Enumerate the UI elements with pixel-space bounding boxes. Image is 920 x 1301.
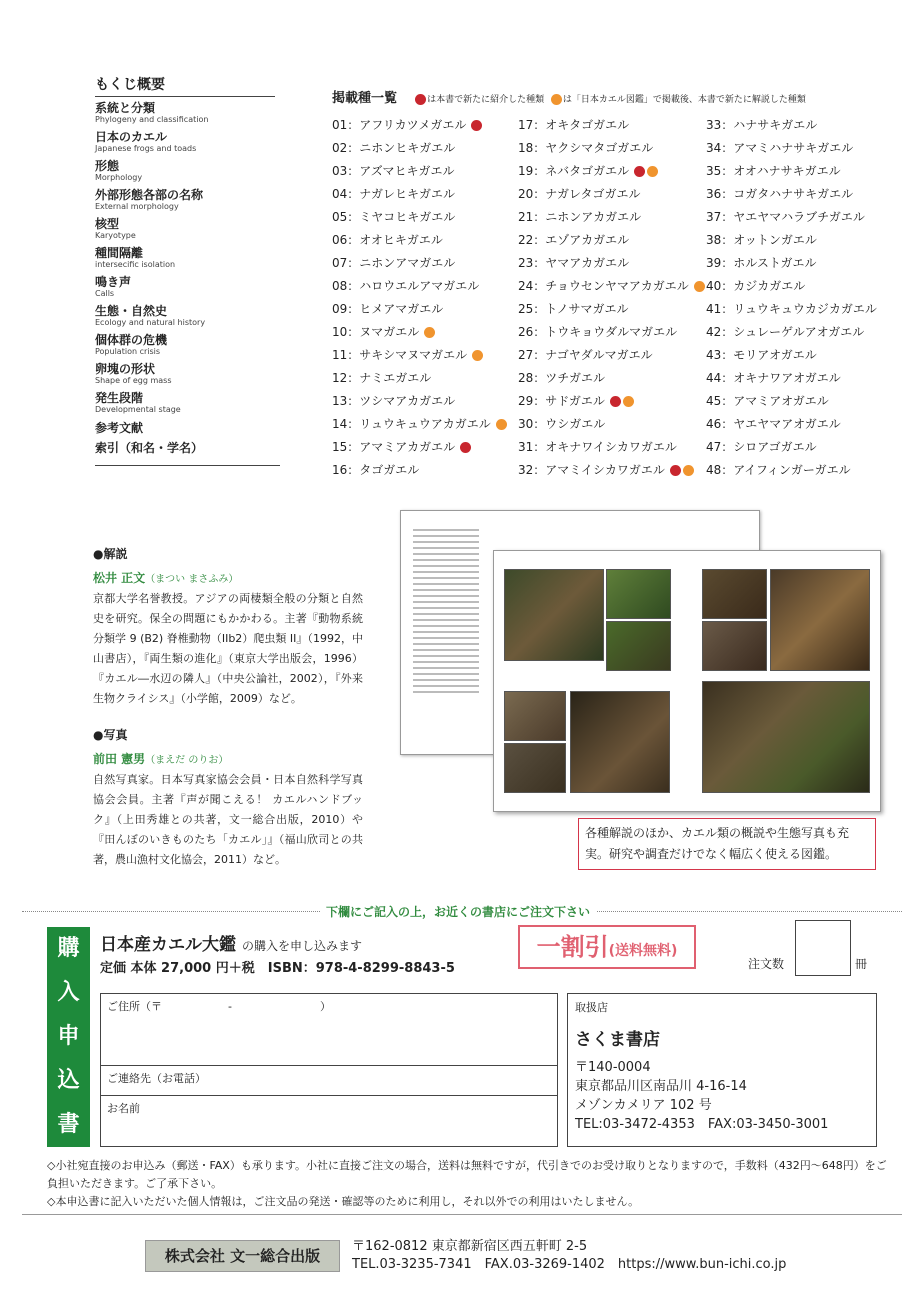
toc-item-jp: 形態: [95, 159, 120, 173]
shop-address-1: 東京都品川区南品川 4-16-14: [575, 1079, 747, 1094]
species-item: [518, 140, 708, 163]
order-form-label-char: 購: [57, 936, 80, 961]
species-name: 27：ナゴヤダルマガエル: [518, 348, 653, 362]
shop-tel: TEL:03-3472-4353 FAX:03-3450-3001: [575, 1117, 829, 1132]
species-item: [518, 370, 708, 393]
species-item: [706, 140, 896, 163]
discount-stamp: [518, 925, 696, 969]
shop-label: 取扱店: [575, 1001, 608, 1014]
toc-item-en: Developmental stage: [95, 405, 181, 414]
species-name: 41：リュウキュウカジカガエル: [706, 302, 877, 316]
publisher-address: 〒162-0812 東京都新宿区西五軒町 2-5: [352, 1239, 588, 1254]
species-item: [706, 416, 896, 439]
species-name: 47：シロアゴガエル: [706, 440, 817, 454]
orange-dot-icon: [694, 281, 705, 292]
order-form-label-char: 入: [57, 980, 80, 1005]
photo-head: ●写真: [93, 728, 128, 742]
species-item: [518, 278, 708, 301]
toc-item: [95, 246, 280, 270]
species-name: 36：コガタハナサキガエル: [706, 187, 854, 201]
species-name: 07：ニホンアマガエル: [332, 256, 456, 270]
species-name: 05：ミヤコヒキガエル: [332, 210, 456, 224]
species-name: 40：カジカガエル: [706, 279, 806, 293]
species-item: [332, 232, 522, 255]
species-item: [706, 117, 896, 140]
orange-dot-icon: [551, 94, 562, 105]
species-item: [518, 439, 708, 462]
species-name: 39：ホルストガエル: [706, 256, 817, 270]
species-name: 45：アマミアオガエル: [706, 394, 829, 408]
species-item: [518, 232, 708, 255]
toc-item: [95, 304, 280, 328]
species-item: [518, 347, 708, 370]
order-form-label: [47, 927, 90, 1147]
legend: [414, 95, 806, 105]
quantity-field[interactable]: [795, 920, 851, 976]
toc-item-en: Population crisis: [95, 347, 161, 356]
toc-item-jp: 核型: [95, 217, 120, 231]
toc-item: [95, 101, 280, 125]
species-name: 12：ナミエガエル: [332, 371, 432, 385]
species-item: [706, 209, 896, 232]
order-form-label-char: 書: [57, 1112, 80, 1137]
order-note: 下欄にご記入の上，お近くの書店にご注文下さい: [320, 903, 596, 920]
species-name: 10：ヌマガエル: [332, 325, 420, 339]
species-name: 29：サドガエル: [518, 394, 605, 408]
orange-dot-icon: [472, 350, 483, 361]
species-item: [518, 186, 708, 209]
frog-photo: [504, 691, 566, 741]
toc-index: 索引（和名・学名）: [95, 441, 280, 466]
species-name: 03：アズマヒキガエル: [332, 164, 455, 178]
toc-item-en: External morphology: [95, 202, 179, 211]
toc-item-en: Ecology and natural history: [95, 318, 206, 327]
publisher-name: 株式会社 文一総合出版: [145, 1240, 340, 1272]
species-name: 08：ハロウエルアマガエル: [332, 279, 480, 293]
frog-photo: [702, 621, 767, 671]
commentary-section: [93, 545, 363, 709]
photo-bio: 自然写真家。日本写真家協会会員・日本自然科学写真協会会員。主著『声が聞こえる！ カエルハンドブック』（上田秀雄との共著，文一総合出版，2010）や『田んぼのいきものたち「カエル」』（福山欣司との共著，農山漁村文化協会，2011）など。: [93, 773, 363, 866]
shop-address-2: メゾンカメリア 102 号: [575, 1098, 712, 1113]
species-item: [518, 209, 708, 232]
frog-photo: [702, 569, 767, 619]
species-item: [332, 370, 522, 393]
toc-item-jp: 日本のカエル: [95, 130, 168, 144]
commentary-author: [93, 569, 363, 586]
species-name: 24：チョウセンヤマアカガエル: [518, 279, 689, 293]
commentary-bio: 京都大学名誉教授。アジアの両棲類全般の分類と自然史を研究。保全の問題にもかかわる。主著『動物系統分類学 9 (B2) 脊椎動物（IIb2）爬虫類 II』（1992，中山書店），『両生類の進化』（東京大学出版会，1996）『カエル―水辺の隣人』（中央公論社，2002），『外来生物クライシス』（小学館，2009）など。: [93, 592, 363, 705]
species-item: [706, 439, 896, 462]
species-item: [706, 163, 896, 186]
toc-item-en: Calls: [95, 289, 115, 298]
orange-dot-icon: [623, 396, 634, 407]
book-title: [100, 930, 362, 955]
species-name: 06：オオヒキガエル: [332, 233, 443, 247]
species-name: 18：ヤクシマタゴガエル: [518, 141, 654, 155]
toc-item-jp: 外部形態各部の名称: [95, 188, 204, 202]
address-field[interactable]: [101, 994, 557, 1066]
species-title: 掲載種一覧: [332, 91, 398, 106]
species-name: 25：トノサマガエル: [518, 302, 629, 316]
species-name: 01：アフリカツメガエル: [332, 118, 467, 132]
frog-photo: [702, 681, 870, 793]
species-name: 30：ウシガエル: [518, 417, 606, 431]
frog-photo: [770, 569, 870, 671]
book-title-suffix: の購入を申し込みます: [242, 939, 363, 953]
toc-item-jp: 系統と分類: [95, 101, 156, 115]
species-name: 28：ツチガエル: [518, 371, 606, 385]
contact-label: ご連絡先（お電話）: [107, 1072, 206, 1085]
toc-item: [95, 333, 280, 357]
frog-photo: [504, 743, 566, 793]
species-item: [706, 232, 896, 255]
legend-explained: は「日本カエル図鑑」で掲載後、本書で新たに解説した種類: [562, 95, 806, 105]
orange-dot-icon: [647, 166, 658, 177]
toc-item-en: Phylogeny and classification: [95, 115, 209, 124]
toc-item-jp: 生態・自然史: [95, 304, 168, 318]
species-name: 46：ヤエヤマアオガエル: [706, 417, 841, 431]
species-name: 38：オットンガエル: [706, 233, 817, 247]
commentary-head: ●解説: [93, 547, 128, 561]
toc-item-jp: 卵塊の形状: [95, 362, 156, 376]
red-dot-icon: [634, 166, 645, 177]
publisher-phone: TEL.03-3235-7341 FAX.03-3269-1402 https://www.bun-ichi.co.jp: [352, 1257, 787, 1272]
shop-info: [567, 993, 877, 1147]
orange-dot-icon: [683, 465, 694, 476]
species-item: [518, 393, 708, 416]
toc-title: もくじ概要: [95, 74, 275, 97]
species-item: [706, 462, 896, 485]
species-name: 48：アイフィンガーガエル: [706, 463, 851, 477]
species-item: [706, 393, 896, 416]
species-item: [332, 278, 522, 301]
toc-item-en: Japanese frogs and toads: [95, 144, 197, 153]
order-form-label-char: 込: [57, 1068, 80, 1093]
toc-item: [95, 159, 280, 183]
species-name: 43：モリアオガエル: [706, 348, 817, 362]
toc-list: [95, 101, 280, 466]
customer-form: [100, 993, 558, 1147]
photo-section: [93, 726, 363, 870]
species-item: [332, 255, 522, 278]
species-name: 02：ニホンヒキガエル: [332, 141, 456, 155]
preview-page-front: [493, 550, 881, 812]
species-column-1: [332, 117, 522, 485]
toc-item-jp: 鳴き声: [95, 275, 132, 289]
legend-new: は本書で新たに紹介した種類: [427, 95, 545, 105]
species-name: 35：オオハナサキガエル: [706, 164, 841, 178]
species-item: [518, 416, 708, 439]
species-name: 37：ヤエヤマハラブチガエル: [706, 210, 865, 224]
red-dot-icon: [415, 94, 426, 105]
toc-references: 参考文献: [95, 421, 144, 435]
species-name: 09：ヒメアマガエル: [332, 302, 444, 316]
species-item: [332, 324, 522, 347]
species-name: 15：アマミアカガエル: [332, 440, 456, 454]
species-item: [332, 416, 522, 439]
species-item: [332, 393, 522, 416]
species-name: 16：タゴガエル: [332, 463, 420, 477]
species-name: 26：トウキョウダルマガエル: [518, 325, 678, 339]
species-name: 14：リュウキュウアカガエル: [332, 417, 491, 431]
species-name: 22：エゾアカガエル: [518, 233, 630, 247]
species-item: [706, 301, 896, 324]
species-header: [332, 87, 892, 106]
species-item: [332, 117, 522, 140]
species-name: 17：オキタゴガエル: [518, 118, 630, 132]
photo-author: [93, 750, 363, 767]
species-name: 44：オキナワアオガエル: [706, 371, 841, 385]
toc-item: [95, 188, 280, 212]
toc-item-jp: 種間隔離: [95, 246, 144, 260]
species-item: [518, 255, 708, 278]
shop-postal: 〒140-0004: [575, 1060, 651, 1075]
toc-item-en: intersecific isolation: [95, 260, 176, 269]
species-name: 23：ヤマアカガエル: [518, 256, 630, 270]
publisher-contact: [352, 1238, 786, 1274]
toc-item: [95, 217, 280, 241]
toc-item-jp: 個体群の危機: [95, 333, 168, 347]
species-column-3: [706, 117, 896, 485]
species-item: [332, 301, 522, 324]
name-label: お名前: [107, 1102, 140, 1115]
book-price: 定価 本体 27,000 円＋税 ISBN：978-4-8299-8843-5: [100, 961, 455, 976]
toc-item-en: Morphology: [95, 173, 143, 182]
toc-item: [95, 362, 280, 386]
notes: [47, 1157, 887, 1211]
photo-author-kana: （まえだ のりお）: [145, 755, 229, 766]
discount-text: 一割引: [536, 933, 609, 961]
species-name: 19：ネバタゴガエル: [518, 164, 630, 178]
red-dot-icon: [670, 465, 681, 476]
toc-item-en: Karyotype: [95, 231, 136, 240]
species-item: [332, 347, 522, 370]
quantity-label: 注文数: [748, 957, 785, 971]
species-name: 31：オキナワイシカワガエル: [518, 440, 677, 454]
species-item: [706, 186, 896, 209]
species-item: [518, 117, 708, 140]
red-dot-icon: [460, 442, 471, 453]
note-item: ◇本申込書に記入いただいた個人情報は，ご注文品の発送・確認等のために利用し，それ以外での利用はいたしません。: [47, 1195, 640, 1208]
quantity-unit: 冊: [855, 957, 868, 971]
frog-photo: [570, 691, 670, 793]
species-item: [518, 163, 708, 186]
toc-item: [95, 275, 280, 299]
address-label: ご住所（〒 - ）: [107, 1000, 331, 1013]
commentary-author-name: 松井 正文: [93, 571, 146, 585]
species-item: [706, 278, 896, 301]
commentary-author-kana: （まつい まさふみ）: [145, 574, 239, 585]
order-form-label-char: 申: [57, 1024, 80, 1049]
species-name: 32：アマミイシカワガエル: [518, 463, 665, 477]
red-dot-icon: [610, 396, 621, 407]
divider: [22, 1214, 902, 1215]
frog-photo: [606, 569, 671, 619]
species-name: 20：ナガレタゴガエル: [518, 187, 641, 201]
shop-name: さくま書店: [575, 1030, 660, 1050]
orange-dot-icon: [496, 419, 507, 430]
species-item: [518, 462, 708, 485]
species-item: [706, 370, 896, 393]
species-name: 42：シュレーゲルアオガエル: [706, 325, 865, 339]
species-item: [332, 140, 522, 163]
species-name: 21：ニホンアカガエル: [518, 210, 642, 224]
note-item: ◇小社宛直接のお申込み（郵送・FAX）も承ります。小社に直接ご注文の場合，送料は無料ですが，代引きでのお受け取りとなりますので，手数料（432円～648円）をご負担いただきます。ご了承下さい。: [47, 1159, 887, 1190]
toc-item-en: Shape of egg mass: [95, 376, 172, 385]
species-name: 33：ハナサキガエル: [706, 118, 818, 132]
species-item: [518, 301, 708, 324]
contact-field[interactable]: [101, 1066, 557, 1096]
species-item: [706, 347, 896, 370]
toc-item: [95, 130, 280, 154]
species-item: [332, 439, 522, 462]
book-title-text: 日本産カエル大鑑: [100, 935, 236, 955]
species-name: 04：ナガレヒキガエル: [332, 187, 456, 201]
frog-photo: [504, 569, 604, 661]
frog-photo: [606, 621, 671, 671]
species-item: [706, 255, 896, 278]
preview-caption: 各種解説のほか、カエル類の概説や生態写真も充実。研究や調査だけでなく幅広く使える図鑑。: [578, 818, 876, 870]
species-item: [332, 209, 522, 232]
red-dot-icon: [471, 120, 482, 131]
toc-item-jp: 発生段階: [95, 391, 144, 405]
species-name: 34：アマミハナサキガエル: [706, 141, 854, 155]
species-name: 11：サキシマヌマガエル: [332, 348, 468, 362]
species-item: [332, 462, 522, 485]
species-item: [706, 324, 896, 347]
orange-dot-icon: [424, 327, 435, 338]
species-item: [332, 163, 522, 186]
species-name: 13：ツシマアカガエル: [332, 394, 456, 408]
toc-item: [95, 391, 280, 415]
name-field[interactable]: [101, 1096, 557, 1148]
photo-author-name: 前田 憲男: [93, 752, 146, 766]
species-column-2: [518, 117, 708, 485]
species-item: [332, 186, 522, 209]
free-shipping-text: (送料無料): [608, 943, 678, 959]
species-item: [518, 324, 708, 347]
